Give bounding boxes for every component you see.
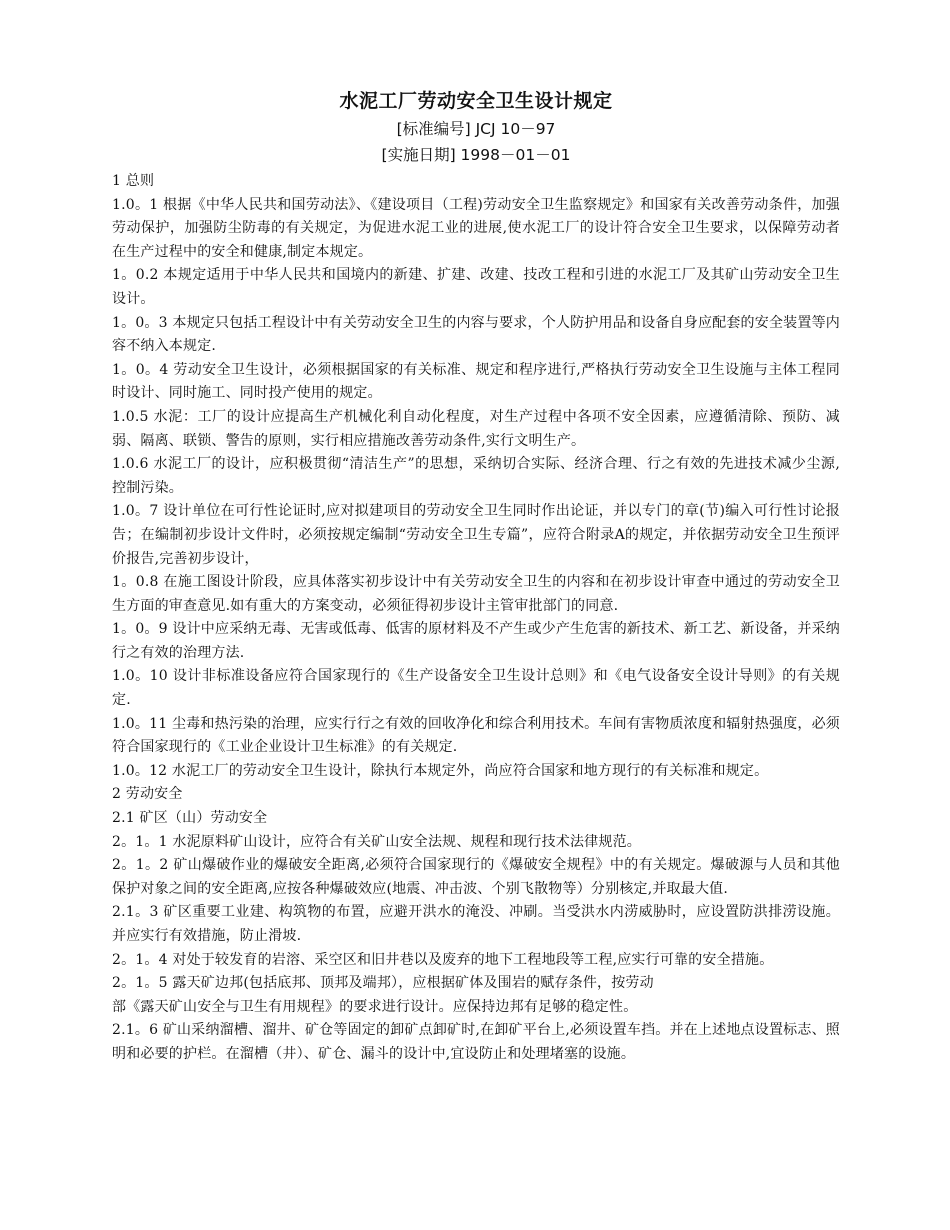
paragraph: 2。1。4 对处于较发育的岩溶、采空区和旧井巷以及废弃的地下工程地段等工程,应实行可靠的安全措施。 bbox=[112, 951, 774, 968]
document-title: 水泥工厂劳动安全卫生设计规定 bbox=[339, 90, 613, 112]
section-heading: 1 总则 bbox=[112, 173, 155, 189]
paragraph: 部《露天矿山安全与卫生有用规程》的要求进行设计。应保持边邦有足够的稳定性。 bbox=[112, 998, 638, 1015]
paragraph: 1.0。12 水泥工厂的劳动安全卫生设计，除执行本规定外，尚应符合国家和地方现行的有关标准和规定。 bbox=[112, 762, 769, 779]
paragraph: 1。0.8 在施工图设计阶段，应具体落实初步设计中有关劳动安全卫生的内容和在初步设计审查中通过的劳动安全卫生方面的审查意见.如有重大的方案变动，必须征得初步设计主管审批部门的同意. bbox=[112, 574, 840, 614]
document-page bbox=[112, 86, 840, 1067]
paragraph: 1。0。9 设计中应采纳无毒、无害或低毒、低害的原材料及不产生或少产生危害的新技术、新工艺、新设备，并采纳行之有效的治理方法. bbox=[112, 621, 840, 661]
paragraph: 2.1。6 矿山采纳溜槽、溜井、矿仓等固定的卸矿点卸矿时,在卸矿平台上,必须设置车挡。并在上述地点设置标志、照明和必要的护栏。在溜槽（井）、矿仓、漏斗的设计中,宜设防止和处理堵塞的设施。 bbox=[112, 1022, 840, 1062]
paragraph: 2。1。5 露天矿边邦(包括底邦、顶邦及端邦），应根据矿体及围岩的赋存条件，按劳动 bbox=[112, 975, 654, 992]
paragraph: 2。1。1 水泥原料矿山设计，应符合有关矿山安全法规、规程和现行技术法律规范。 bbox=[112, 833, 641, 850]
paragraph: 1.0。11 尘毒和热污染的治理，应实行行之有效的回收净化和综合利用技术。车间有害物质浓度和辐射热强度，必须符合国家现行的《工业企业设计卫生标准》的有关规定. bbox=[112, 715, 840, 756]
paragraph: 2.1。3 矿区重要工业建、构筑物的布置，应避开洪水的淹没、冲刷。当受洪水内涝威胁时，应设置防洪排涝设施。并应实行有效措施，防止滑坡. bbox=[112, 904, 840, 944]
paragraph: 1。0。3 本规定只包括工程设计中有关劳动安全卫生的内容与要求，个人防护用品和设备自身应配套的安全装置等内容不纳入本规定. bbox=[112, 314, 840, 355]
paragraph: 1.0。10 设计非标准设备应符合国家现行的《生产设备安全卫生设计总则》和《电气设备安全设计导则》的有关规定. bbox=[112, 668, 840, 709]
paragraph: 1。0.2 本规定适用于中华人民共和国境内的新建、扩建、改建、技改工程和引进的水泥工厂及其矿山劳动安全卫生设计。 bbox=[112, 267, 840, 307]
paragraph: 1.0。7 设计单位在可行性论证时,应对拟建项目的劳动安全卫生同时作出论证，并以专门的章(节)编入可行性讨论报告；在编制初步设计文件时，必须按规定编制“劳动安全卫生专篇”，应符合附录A的规定，并依据劳动安全卫生预评价报告,完善初步设计， bbox=[112, 503, 840, 567]
paragraph: 1.0.5 水泥：工厂的设计应提高生产机械化利自动化程度，对生产过程中各项不安全因素，应遵循清除、预防、减弱、隔离、联锁、警告的原则，实行相应措施改善劳动条件,实行文明生产。 bbox=[112, 408, 840, 449]
section-heading: 2 劳动安全 bbox=[112, 786, 183, 803]
paragraph: 1.0.6 水泥工厂的设计，应积极贯彻“清洁生产”的思想，采纳切合实际、经济合理、行之有效的先进技术减少尘源,控制污染。 bbox=[112, 456, 840, 496]
document-body bbox=[112, 170, 840, 1067]
paragraph: 1.0。1 根据《中华人民共和国劳动法》、《建设项目（工程)劳动安全卫生监察规定》和国家有关改善劳动条件，加强劳动保护，加强防尘防毒的有关规定，为促进水泥工业的进展,使水泥工厂的设计符合安全卫生要求，以保障劳动者在生产过程中的安全和健康,制定本规定。 bbox=[112, 196, 840, 260]
effective-date: [实施日期] 1998－01－01 bbox=[381, 146, 571, 164]
paragraph: 1。0。4 劳动安全卫生设计，必须根据国家的有关标准、规定和程序进行,严格执行劳动安全卫生设施与主体工程同时设计、同时施工、同时投产使用的规定。 bbox=[112, 361, 840, 402]
standard-number: [标准编号] JCJ 10－97 bbox=[396, 120, 556, 138]
paragraph: 2。1。2 矿山爆破作业的爆破安全距离,必须符合国家现行的《爆破安全规程》中的有关规定。爆破源与人员和其他保护对象之间的安全距离,应按各种爆破效应(地震、冲击波、个别飞散物等）分别核定,并取最大值. bbox=[112, 857, 840, 897]
subsection-heading: 2.1 矿区（山）劳动安全 bbox=[112, 810, 268, 827]
